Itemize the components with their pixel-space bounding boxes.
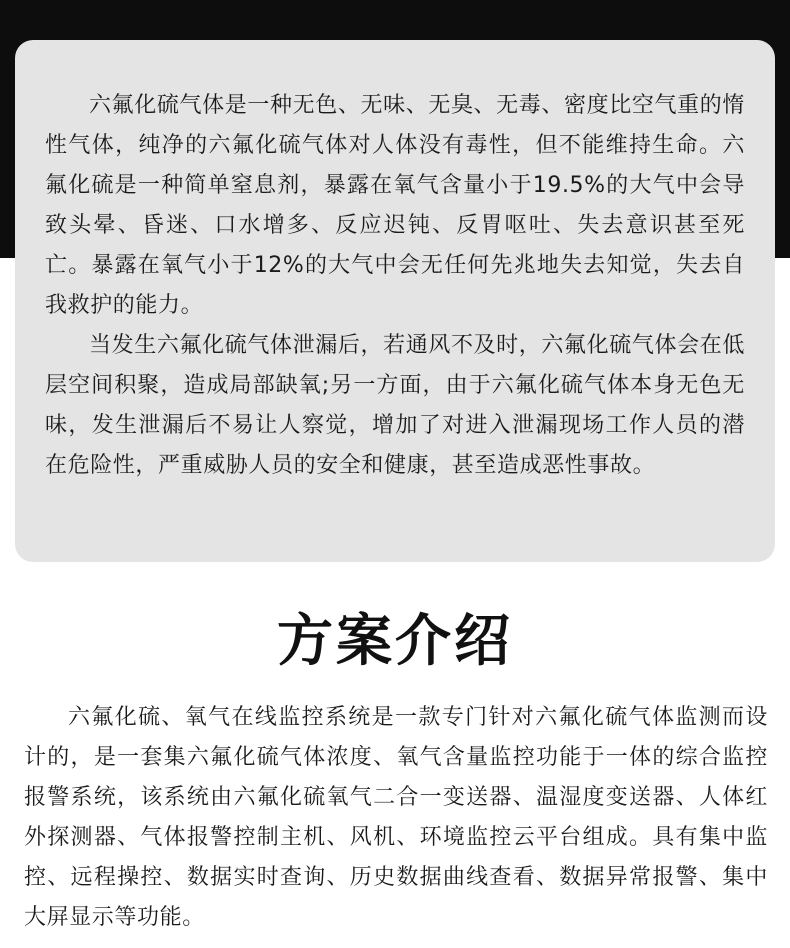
section-title: 方案介绍 [277,609,513,674]
sf6-hazard-info-card [15,40,775,562]
solution-intro-paragraph: 六氟化硫、氧气在线监控系统是一款专门针对六氟化硫气体监测而设计的，是一套集六氟化硫气体浓度、氧气含量监控功能于一体的综合监控报警系统，该系统由六氟化硫氧气二合一变送器、温湿度变送器、人体红外探测器、气体报警控制主机、风机、环境监控云平台组成。具有集中监控、远程操控、数据实时查询、历史数据曲线查看、数据异常报警、集中大屏显示等功能。 [24,705,768,930]
hazard-paragraph-1: 六氟化硫气体是一种无色、无味、无臭、无毒、密度比空气重的惰性气体，纯净的六氟化硫气体对人体没有毒性，但不能维持生命。六氟化硫是一种简单窒息剂，暴露在氧气含量小于19.5%的大气中会导致头晕、昏迷、口水增多、反应迟钝、反胃呕吐、失去意识甚至死亡。暴露在氧气小于12%的大气中会无任何先兆地失去知觉，失去自我救护的能力。 [45,93,745,318]
hazard-paragraph-2: 当发生六氟化硫气体泄漏后，若通风不及时，六氟化硫气体会在低层空间积聚，造成局部缺氧;另一方面，由于六氟化硫气体本身无色无味，发生泄漏后不易让人察觉，增加了对进入泄漏现场工作人员的潜在危险性，严重威胁人员的安全和健康，甚至造成恶性事故。 [45,333,745,478]
